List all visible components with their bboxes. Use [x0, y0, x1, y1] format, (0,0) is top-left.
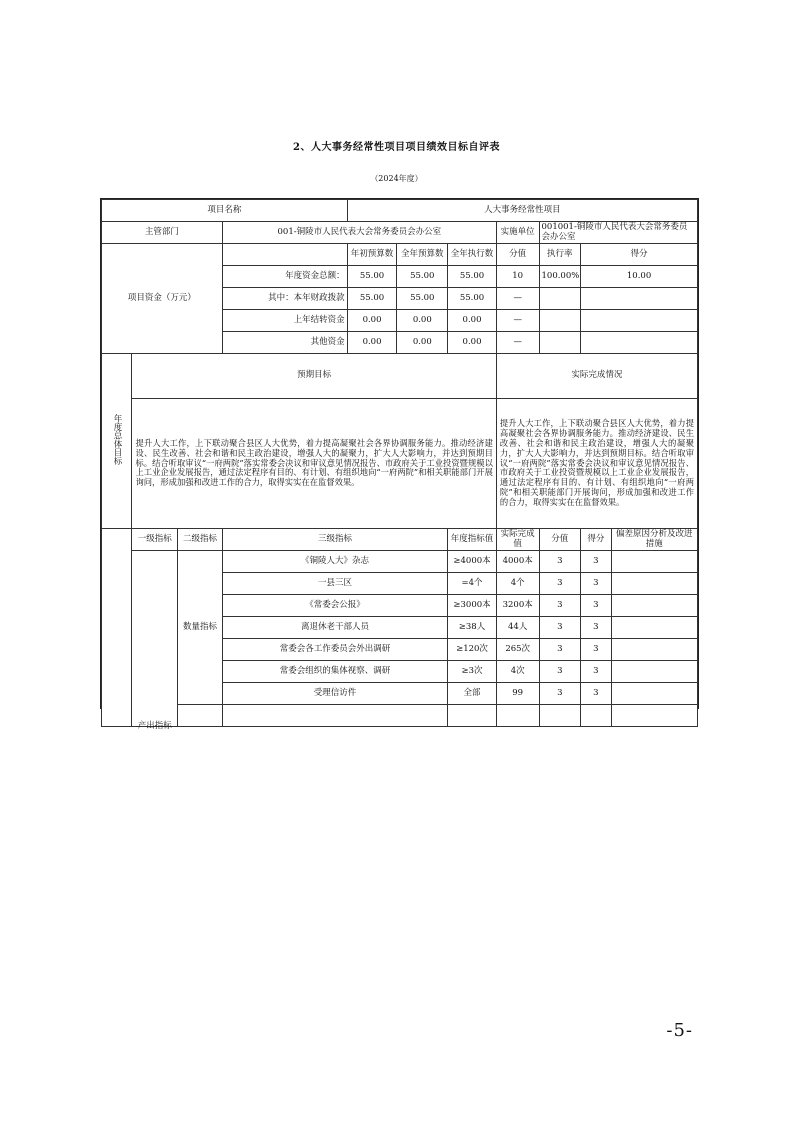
- indicator-target: ≥4000本: [448, 551, 497, 573]
- level2-label: 数量指标: [182, 621, 217, 632]
- funds-row-name: 其中：本年财政拨款: [222, 288, 347, 310]
- funds-row-full: 0.00: [397, 332, 448, 354]
- evaluation-table-wrapper: [100, 198, 699, 732]
- indicator-score-val: 3: [539, 617, 581, 639]
- indicator-target: ≥120次: [448, 639, 497, 661]
- indicator-score-val: 3: [539, 639, 581, 661]
- funds-row-full: 55.00: [397, 266, 448, 288]
- dept-value: 001-铜陵市人民代表大会常务委员会办公室: [222, 222, 496, 244]
- indicator-target: ≥3000本: [448, 595, 497, 617]
- funds-row-score-val: —: [496, 332, 539, 354]
- indicator-actual: 4个: [496, 573, 539, 595]
- hdr-level3: 三级指标: [222, 529, 447, 551]
- indicator-name: 离退休老干部人员: [222, 617, 447, 639]
- funds-row-full: 0.00: [397, 310, 448, 332]
- indicator-score-val: 3: [539, 551, 581, 573]
- funds-row-init: 55.00: [347, 288, 397, 310]
- funds-row-name: 上年结转资金: [222, 310, 347, 332]
- funds-row-exec: 0.00: [448, 332, 497, 354]
- funds-row-full: 55.00: [397, 288, 448, 310]
- hdr-annual: 年度指标值: [448, 529, 497, 551]
- funds-row-score-val: 10: [496, 266, 539, 288]
- funds-row-score-val: —: [496, 310, 539, 332]
- indicator-left-cell: [102, 529, 132, 727]
- funds-row-score: 10.00: [581, 266, 698, 288]
- project-name-value: 人大事务经常性项目: [347, 200, 697, 222]
- doc-title: 2、人大事务经常性项目项目绩效目标自评表: [293, 142, 500, 153]
- col-full-exec: 全年执行数: [448, 244, 497, 266]
- funds-row-init: 55.00: [347, 266, 397, 288]
- funds-row-init: 0.00: [347, 332, 397, 354]
- row-funds-header: [102, 244, 698, 266]
- indicator-note: [611, 683, 697, 705]
- row-goals-header: [102, 354, 698, 399]
- indicator-name: 常委会各工作委员会外出调研: [222, 639, 447, 661]
- funds-row-exec: 0.00: [448, 310, 497, 332]
- dept-label: 主管部门: [102, 222, 223, 244]
- col-init-budget: 年初预算数: [347, 244, 397, 266]
- indicator-actual: 4000本: [496, 551, 539, 573]
- doc-year: （2024年度）: [370, 174, 423, 183]
- indicator-score-val: 3: [539, 595, 581, 617]
- indicator-row: [102, 551, 698, 573]
- indicator-name: 受理信访件: [222, 683, 447, 705]
- indicator-note: [611, 617, 697, 639]
- indicator-target: ≥38人: [448, 617, 497, 639]
- level1-label: 产出指标: [137, 721, 172, 732]
- indicator-note: [611, 595, 697, 617]
- indicator-note: [611, 573, 697, 595]
- indicator-score-val: 3: [539, 683, 581, 705]
- indicator-note: [611, 551, 697, 573]
- funds-row-rate: [539, 310, 581, 332]
- row-indicator-header: [102, 529, 698, 551]
- funds-row-init: 0.00: [347, 310, 397, 332]
- indicator-name: 一县三区: [222, 573, 447, 595]
- indicator-actual: 44人: [496, 617, 539, 639]
- funds-row-score: [581, 310, 698, 332]
- indicator-name: 《铜陵人大》杂志: [222, 551, 447, 573]
- impl-label: 实施单位: [496, 222, 539, 244]
- row-project-name: [102, 200, 698, 222]
- funds-row-name: 其他资金: [222, 332, 347, 354]
- expected-label: 预期目标: [132, 354, 496, 399]
- indicator-row-cut: [102, 705, 698, 727]
- indicator-score: 3: [581, 683, 611, 705]
- col-full-budget: 全年预算数: [397, 244, 448, 266]
- indicator-score: 3: [581, 595, 611, 617]
- indicator-target: ≥3次: [448, 661, 497, 683]
- indicator-score: 3: [581, 617, 611, 639]
- hdr-score-val: 分值: [539, 529, 581, 551]
- funds-row-exec: 55.00: [448, 266, 497, 288]
- col-score: 得分: [581, 244, 698, 266]
- indicator-actual: 3200本: [496, 595, 539, 617]
- goals-label: 年度总体目标: [111, 413, 122, 465]
- actual-text: 提升人大工作，上下联动聚合县区人大优势，着力提高凝聚社会各界协调服务能力。推动经济建设、民生改善、社会和谐和民主政治建设，增强人大的凝聚力，扩大人大影响力，并达到预期目标。结合听取审议“一府两院”落实常委会决议和审议意见情况报告、市政府关于工业投资暨规模以上工业企业发展报告，通过法定程序有目的、有计划、有组织地向“一府两院”和相关职能部门开展询问，形成加强和改进工作的合力，取得实实在在监督效果。: [496, 399, 697, 529]
- hdr-score: 得分: [581, 529, 611, 551]
- indicator-score: 3: [581, 639, 611, 661]
- hdr-deviation: 偏差原因分析及改进措施: [611, 529, 697, 551]
- hdr-level2: 二级指标: [178, 529, 223, 551]
- expected-text: 提升人大工作，上下联动聚合县区人大优势，着力提高凝聚社会各界协调服务能力。推动经济建设、民生改善、社会和谐和民主政治建设，增强人大的凝聚力，扩大人大影响力，并达到预期目标。结合听取审议“一府两院”落实常委会决议和审议意见情况报告、市政府关于工业投资暨规模以上工业企业发展报告，通过法定程序有目的、有计划、有组织地向“一府两院”和相关职能部门开展询问，形成加强和改进工作的合力，取得实实在在监督效果。: [132, 399, 496, 529]
- indicator-score-val: 3: [539, 661, 581, 683]
- level1-cell: [132, 551, 178, 732]
- funds-label: 项目资金（万元）: [102, 244, 223, 354]
- project-name-label: 项目名称: [102, 200, 348, 222]
- funds-row-rate: [539, 288, 581, 310]
- indicator-score: 3: [581, 573, 611, 595]
- indicator-score: 3: [581, 551, 611, 573]
- indicator-target: 全部: [448, 683, 497, 705]
- indicator-actual: 4次: [496, 661, 539, 683]
- hdr-actual: 实际完成值: [496, 529, 539, 551]
- col-score-value: 分值: [496, 244, 539, 266]
- actual-label: 实际完成情况: [496, 354, 697, 399]
- funds-row-name: 年度资金总额：: [222, 266, 347, 288]
- col-exec-rate: 执行率: [539, 244, 581, 266]
- level2-cell: [178, 551, 223, 705]
- goals-label-cell: [102, 354, 132, 529]
- funds-row-rate: [539, 332, 581, 354]
- funds-row-rate: 100.00%: [539, 266, 581, 288]
- indicator-actual: 265次: [496, 639, 539, 661]
- evaluation-table: [101, 199, 698, 732]
- funds-row-exec: 55.00: [448, 288, 497, 310]
- indicator-score-val: 3: [539, 573, 581, 595]
- indicator-score: 3: [581, 661, 611, 683]
- impl-value: 001001-铜陵市人民代表大会常务委员会办公室: [539, 222, 698, 244]
- indicator-name: 常委会组织的集体视察、调研: [222, 661, 447, 683]
- indicator-name: 《常委会公报》: [222, 595, 447, 617]
- hdr-level1: 一级指标: [132, 529, 178, 551]
- page-number: -5-: [666, 1020, 693, 1041]
- indicator-note: [611, 639, 697, 661]
- funds-row-score: [581, 332, 698, 354]
- indicator-actual: 99: [496, 683, 539, 705]
- row-dept: [102, 222, 698, 244]
- row-goals-text: [102, 399, 698, 529]
- indicator-target: =4个: [448, 573, 497, 595]
- funds-blank-header: [222, 244, 347, 266]
- indicator-note: [611, 661, 697, 683]
- funds-row-score: [581, 288, 698, 310]
- funds-row-score-val: —: [496, 288, 539, 310]
